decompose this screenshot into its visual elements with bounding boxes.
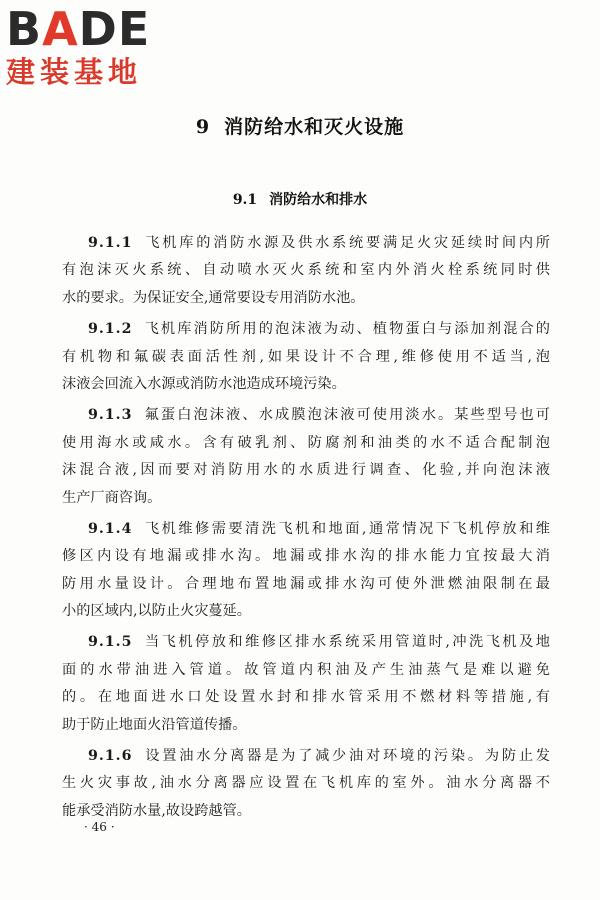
clause-text: 沫液会回流入水源或消防水池造成环境污染。 — [62, 375, 346, 392]
clause-line — [62, 430, 550, 457]
clause-line — [62, 571, 550, 598]
clause-number: 9.1.5 — [88, 634, 133, 651]
clause-text: 飞机库消防所用的泡沫液为动、植物蛋白与添加剂混合的 — [142, 321, 550, 338]
clause-text: 助于防止地面火沿管道传播。 — [62, 716, 247, 733]
chapter-number: 9 — [195, 116, 211, 138]
clause-text: 飞机库的消防水源及供水系统要满足火灾延续时间内所 — [142, 235, 550, 251]
clause-text: 飞机维修需要清洗飞机和地面,通常情况下飞机停放和维 — [142, 520, 550, 537]
clause-text: 沫混合液,因而要对消防用水的水质进行调查、化验,并向泡沫液 — [62, 462, 550, 479]
clause-line — [88, 402, 550, 429]
clause-line — [88, 316, 550, 343]
clause-line — [62, 257, 550, 284]
clause-text: 修区内设有地漏或排水沟。地漏或排水沟的排水能力宜按最大消 — [62, 548, 550, 565]
section-title — [0, 189, 600, 209]
clause-text: 能承受消防水量,故设跨越管。 — [62, 802, 251, 819]
clause-text: 使用海水或咸水。含有破乳剂、防腐剂和油类的水不适合配制泡 — [62, 434, 550, 451]
clause-line — [62, 371, 550, 398]
clause-text: 防用水量设计。合理地布置地漏或排水沟可使外泄燃油限制在最 — [62, 575, 550, 592]
clause-line — [88, 743, 550, 770]
clause-number: 9.1.6 — [88, 748, 133, 765]
clause-text: 小的区域内,以防止火灾蔓延。 — [62, 603, 251, 620]
clause-line — [88, 230, 550, 257]
clause-text: 氟蛋白泡沫液、水成膜泡沫液可使用淡水。某些型号也可 — [142, 407, 550, 424]
chapter-title — [0, 112, 600, 139]
logo-subtitle: 建装基地 — [6, 55, 143, 89]
clause-text: 有泡沫灭火系统、自动喷水灭火系统和室内外消火栓系统同时供 — [62, 262, 550, 279]
clause-line — [62, 285, 550, 312]
clause-number: 9.1.1 — [88, 235, 133, 251]
clause-text: 面的水带油进入管道。故管道内积油及产生油蒸气是难以避免 — [62, 661, 550, 678]
clause-line — [62, 485, 550, 512]
page-number: · 46 · — [84, 820, 115, 834]
clause-line — [62, 457, 550, 484]
clause-list — [62, 230, 550, 829]
clause — [62, 230, 550, 312]
clause-line — [62, 712, 550, 739]
clause — [62, 743, 550, 825]
clause-text: 设置油水分离器是为了减少油对环境的污染。为防止发 — [142, 748, 550, 765]
clause-number: 9.1.2 — [88, 321, 133, 338]
section-title-text: 消防给水和排水 — [269, 192, 368, 208]
clause-number: 9.1.3 — [88, 407, 133, 424]
bade-logo — [6, 2, 176, 89]
clause-line — [62, 543, 550, 570]
clause — [62, 516, 550, 626]
clause-text: 当飞机停放和维修区排水系统采用管道时,冲洗飞机及地 — [142, 634, 550, 651]
clause-line — [62, 770, 550, 797]
clause-line — [62, 657, 550, 684]
clause-line — [62, 798, 550, 825]
section-number: 9.1 — [232, 192, 258, 208]
clause-text: 生火灾事故,油水分离器应设置在飞机库的室外。油水分离器不 — [62, 775, 550, 792]
clause-number: 9.1.4 — [88, 520, 133, 537]
clause — [62, 629, 550, 739]
chapter-title-text: 消防给水和灭火设施 — [224, 116, 405, 138]
clause-text: 水的要求。为保证安全,通常要设专用消防水池。 — [62, 289, 365, 306]
clause — [62, 316, 550, 398]
clause-line — [88, 629, 550, 656]
clause-line — [88, 516, 550, 543]
logo-wordmark — [6, 2, 176, 56]
clause-line — [62, 684, 550, 711]
clause-line — [62, 598, 550, 625]
clause-text: 的。在地面进水口处设置水封和排水管采用不燃材料等措施,有 — [62, 689, 550, 706]
logo-wordmark-text: BADE — [6, 2, 151, 56]
clause — [62, 402, 550, 512]
clause-text: 生产厂商咨询。 — [62, 489, 162, 506]
clause-text: 有机物和氟碳表面活性剂,如果设计不合理,维修使用不适当,泡 — [62, 348, 550, 365]
clause-line — [62, 344, 550, 371]
